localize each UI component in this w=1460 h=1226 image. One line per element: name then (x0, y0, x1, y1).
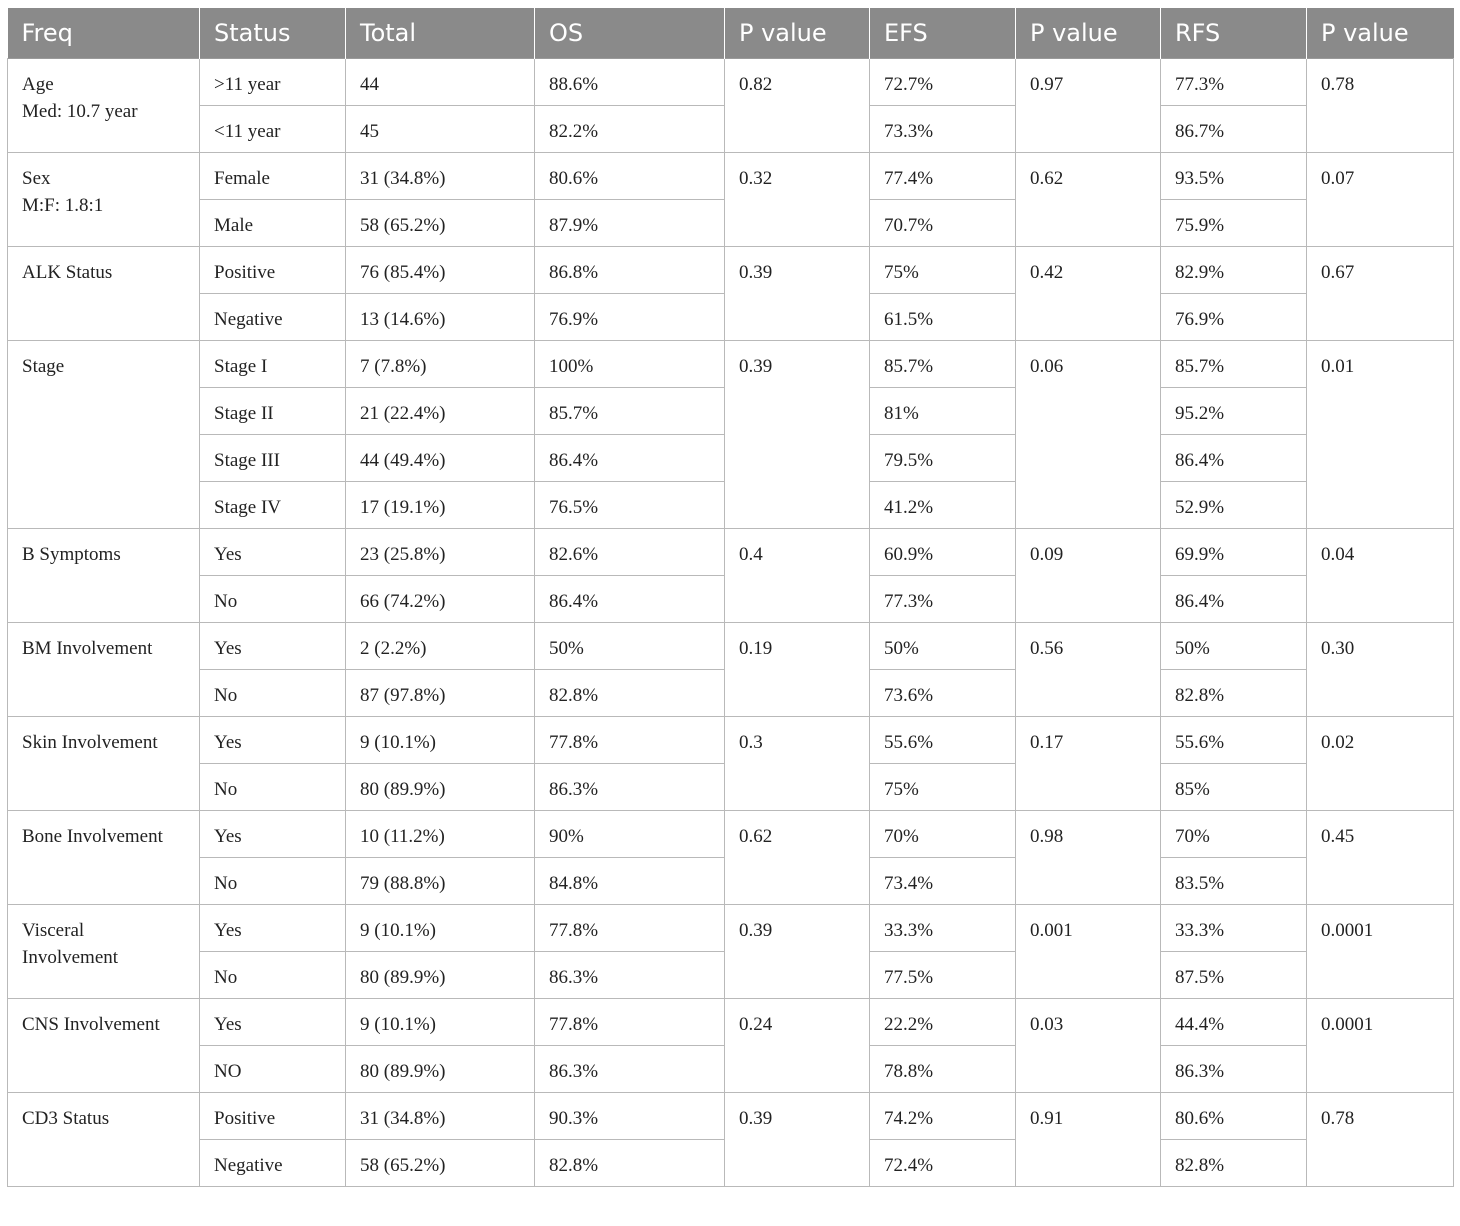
efs-cell: 73.3% (870, 106, 1016, 153)
rfs-p-value: 0.0001 (1307, 999, 1454, 1093)
status-cell: Stage IV (200, 482, 346, 529)
efs-cell: 70.7% (870, 200, 1016, 247)
os-cell: 85.7% (535, 388, 725, 435)
efs-cell: 61.5% (870, 294, 1016, 341)
efs-cell: 72.7% (870, 59, 1016, 106)
status-cell: >11 year (200, 59, 346, 106)
os-cell: 90% (535, 811, 725, 858)
efs-p-value: 0.62 (1016, 153, 1161, 247)
status-cell: Negative (200, 1140, 346, 1187)
status-cell: Yes (200, 529, 346, 576)
total-cell: 23 (25.8%) (346, 529, 535, 576)
column-header: Freq (8, 8, 200, 59)
variable-label-line: B Symptoms (22, 544, 121, 565)
variable-label (8, 529, 200, 623)
total-cell: 9 (10.1%) (346, 905, 535, 952)
rfs-p-value: 0.0001 (1307, 905, 1454, 999)
os-cell: 88.6% (535, 59, 725, 106)
efs-p-value: 0.06 (1016, 341, 1161, 529)
rfs-cell: 77.3% (1161, 59, 1307, 106)
efs-cell: 33.3% (870, 905, 1016, 952)
rfs-p-value: 0.67 (1307, 247, 1454, 341)
status-cell: Yes (200, 717, 346, 764)
table-row (8, 717, 1454, 764)
header-row (8, 8, 1454, 59)
efs-p-value: 0.42 (1016, 247, 1161, 341)
rfs-p-value: 0.01 (1307, 341, 1454, 529)
rfs-cell: 85% (1161, 764, 1307, 811)
survival-table (7, 8, 1454, 1187)
efs-cell: 85.7% (870, 341, 1016, 388)
table-row (8, 529, 1454, 576)
column-header: P value (1307, 8, 1454, 59)
table-row (8, 153, 1454, 200)
table-header (8, 8, 1454, 59)
variable-label-line: Stage (22, 356, 65, 377)
variable-label (8, 905, 200, 999)
efs-cell: 75% (870, 764, 1016, 811)
total-cell: 66 (74.2%) (346, 576, 535, 623)
rfs-cell: 86.4% (1161, 435, 1307, 482)
variable-label-line: Visceral (22, 920, 85, 941)
os-p-value: 0.24 (725, 999, 870, 1093)
total-cell: 44 (346, 59, 535, 106)
variable-label (8, 59, 200, 153)
total-cell: 9 (10.1%) (346, 717, 535, 764)
rfs-cell: 86.4% (1161, 576, 1307, 623)
efs-cell: 22.2% (870, 999, 1016, 1046)
status-cell: Stage III (200, 435, 346, 482)
os-p-value: 0.19 (725, 623, 870, 717)
os-cell: 86.3% (535, 1046, 725, 1093)
variable-label-line: Involvement (22, 947, 119, 968)
rfs-p-value: 0.07 (1307, 153, 1454, 247)
efs-p-value: 0.97 (1016, 59, 1161, 153)
total-cell: 44 (49.4%) (346, 435, 535, 482)
rfs-p-value: 0.04 (1307, 529, 1454, 623)
table-row (8, 905, 1454, 952)
table-row (8, 341, 1454, 388)
efs-p-value: 0.03 (1016, 999, 1161, 1093)
total-cell: 79 (88.8%) (346, 858, 535, 905)
os-p-value: 0.3 (725, 717, 870, 811)
os-cell: 76.5% (535, 482, 725, 529)
rfs-cell: 82.8% (1161, 670, 1307, 717)
efs-cell: 70% (870, 811, 1016, 858)
status-cell: No (200, 764, 346, 811)
rfs-p-value: 0.30 (1307, 623, 1454, 717)
total-cell: 80 (89.9%) (346, 1046, 535, 1093)
os-cell: 86.4% (535, 576, 725, 623)
total-cell: 58 (65.2%) (346, 1140, 535, 1187)
efs-cell: 77.3% (870, 576, 1016, 623)
total-cell: 45 (346, 106, 535, 153)
total-cell: 76 (85.4%) (346, 247, 535, 294)
os-cell: 77.8% (535, 999, 725, 1046)
table-row (8, 999, 1454, 1046)
column-header: P value (725, 8, 870, 59)
rfs-cell: 69.9% (1161, 529, 1307, 576)
variable-label-line: Skin Involvement (22, 732, 158, 753)
os-cell: 76.9% (535, 294, 725, 341)
efs-cell: 72.4% (870, 1140, 1016, 1187)
efs-cell: 74.2% (870, 1093, 1016, 1140)
rfs-cell: 86.3% (1161, 1046, 1307, 1093)
os-cell: 50% (535, 623, 725, 670)
variable-label-line: Med: 10.7 year (22, 101, 138, 122)
os-p-value: 0.39 (725, 905, 870, 999)
os-p-value: 0.32 (725, 153, 870, 247)
status-cell: Positive (200, 247, 346, 294)
rfs-cell: 95.2% (1161, 388, 1307, 435)
efs-cell: 73.6% (870, 670, 1016, 717)
os-p-value: 0.39 (725, 341, 870, 529)
total-cell: 31 (34.8%) (346, 153, 535, 200)
column-header: EFS (870, 8, 1016, 59)
variable-label-line: ALK Status (22, 262, 113, 283)
variable-label (8, 999, 200, 1093)
os-cell: 77.8% (535, 905, 725, 952)
os-cell: 86.3% (535, 764, 725, 811)
variable-label-line: CNS Involvement (22, 1014, 160, 1035)
table-row (8, 59, 1454, 106)
total-cell: 13 (14.6%) (346, 294, 535, 341)
variable-label (8, 717, 200, 811)
total-cell: 21 (22.4%) (346, 388, 535, 435)
rfs-cell: 44.4% (1161, 999, 1307, 1046)
total-cell: 9 (10.1%) (346, 999, 535, 1046)
status-cell: Yes (200, 811, 346, 858)
efs-p-value: 0.001 (1016, 905, 1161, 999)
status-cell: Yes (200, 999, 346, 1046)
rfs-cell: 87.5% (1161, 952, 1307, 999)
efs-p-value: 0.91 (1016, 1093, 1161, 1187)
status-cell: Yes (200, 623, 346, 670)
variable-label-line: BM Involvement (22, 638, 153, 659)
total-cell: 87 (97.8%) (346, 670, 535, 717)
os-cell: 82.6% (535, 529, 725, 576)
os-cell: 82.8% (535, 670, 725, 717)
rfs-cell: 55.6% (1161, 717, 1307, 764)
status-cell: Male (200, 200, 346, 247)
rfs-cell: 82.9% (1161, 247, 1307, 294)
rfs-cell: 85.7% (1161, 341, 1307, 388)
table-body (8, 59, 1454, 1187)
efs-cell: 55.6% (870, 717, 1016, 764)
os-cell: 87.9% (535, 200, 725, 247)
os-cell: 77.8% (535, 717, 725, 764)
os-p-value: 0.62 (725, 811, 870, 905)
os-cell: 86.3% (535, 952, 725, 999)
total-cell: 80 (89.9%) (346, 952, 535, 999)
total-cell: 58 (65.2%) (346, 200, 535, 247)
os-cell: 82.2% (535, 106, 725, 153)
rfs-cell: 52.9% (1161, 482, 1307, 529)
efs-cell: 77.5% (870, 952, 1016, 999)
status-cell: Positive (200, 1093, 346, 1140)
column-header: Total (346, 8, 535, 59)
rfs-cell: 75.9% (1161, 200, 1307, 247)
column-header: Status (200, 8, 346, 59)
efs-cell: 41.2% (870, 482, 1016, 529)
status-cell: No (200, 858, 346, 905)
efs-cell: 73.4% (870, 858, 1016, 905)
status-cell: Yes (200, 905, 346, 952)
status-cell: No (200, 576, 346, 623)
variable-label-line: Bone Involvement (22, 826, 163, 847)
table-row (8, 1093, 1454, 1140)
efs-cell: 79.5% (870, 435, 1016, 482)
total-cell: 17 (19.1%) (346, 482, 535, 529)
os-p-value: 0.39 (725, 247, 870, 341)
total-cell: 7 (7.8%) (346, 341, 535, 388)
variable-label (8, 153, 200, 247)
efs-cell: 81% (870, 388, 1016, 435)
os-cell: 100% (535, 341, 725, 388)
efs-cell: 78.8% (870, 1046, 1016, 1093)
variable-label (8, 623, 200, 717)
table-row (8, 811, 1454, 858)
status-cell: Female (200, 153, 346, 200)
status-cell: Negative (200, 294, 346, 341)
status-cell: No (200, 670, 346, 717)
total-cell: 10 (11.2%) (346, 811, 535, 858)
table-row (8, 623, 1454, 670)
os-cell: 90.3% (535, 1093, 725, 1140)
status-cell: <11 year (200, 106, 346, 153)
variable-label-line: CD3 Status (22, 1108, 110, 1129)
table-row (8, 247, 1454, 294)
status-cell: Stage II (200, 388, 346, 435)
variable-label-line: Age (22, 74, 54, 95)
rfs-cell: 50% (1161, 623, 1307, 670)
rfs-cell: 86.7% (1161, 106, 1307, 153)
column-header: RFS (1161, 8, 1307, 59)
os-p-value: 0.82 (725, 59, 870, 153)
efs-cell: 60.9% (870, 529, 1016, 576)
variable-label (8, 247, 200, 341)
column-header: P value (1016, 8, 1161, 59)
variable-label (8, 811, 200, 905)
efs-cell: 77.4% (870, 153, 1016, 200)
rfs-cell: 93.5% (1161, 153, 1307, 200)
rfs-p-value: 0.45 (1307, 811, 1454, 905)
variable-label-line: M:F: 1.8:1 (22, 195, 104, 216)
rfs-cell: 76.9% (1161, 294, 1307, 341)
os-cell: 86.8% (535, 247, 725, 294)
efs-cell: 50% (870, 623, 1016, 670)
rfs-p-value: 0.78 (1307, 59, 1454, 153)
variable-label (8, 1093, 200, 1187)
status-cell: NO (200, 1046, 346, 1093)
rfs-p-value: 0.78 (1307, 1093, 1454, 1187)
variable-label (8, 341, 200, 529)
os-cell: 80.6% (535, 153, 725, 200)
efs-p-value: 0.17 (1016, 717, 1161, 811)
os-p-value: 0.4 (725, 529, 870, 623)
rfs-cell: 82.8% (1161, 1140, 1307, 1187)
os-cell: 82.8% (535, 1140, 725, 1187)
efs-p-value: 0.09 (1016, 529, 1161, 623)
rfs-cell: 33.3% (1161, 905, 1307, 952)
total-cell: 80 (89.9%) (346, 764, 535, 811)
efs-p-value: 0.98 (1016, 811, 1161, 905)
rfs-cell: 80.6% (1161, 1093, 1307, 1140)
column-header: OS (535, 8, 725, 59)
os-p-value: 0.39 (725, 1093, 870, 1187)
os-cell: 86.4% (535, 435, 725, 482)
variable-label-line: Sex (22, 168, 51, 189)
status-cell: Stage I (200, 341, 346, 388)
total-cell: 2 (2.2%) (346, 623, 535, 670)
status-cell: No (200, 952, 346, 999)
os-cell: 84.8% (535, 858, 725, 905)
total-cell: 31 (34.8%) (346, 1093, 535, 1140)
efs-cell: 75% (870, 247, 1016, 294)
rfs-p-value: 0.02 (1307, 717, 1454, 811)
rfs-cell: 70% (1161, 811, 1307, 858)
efs-p-value: 0.56 (1016, 623, 1161, 717)
rfs-cell: 83.5% (1161, 858, 1307, 905)
